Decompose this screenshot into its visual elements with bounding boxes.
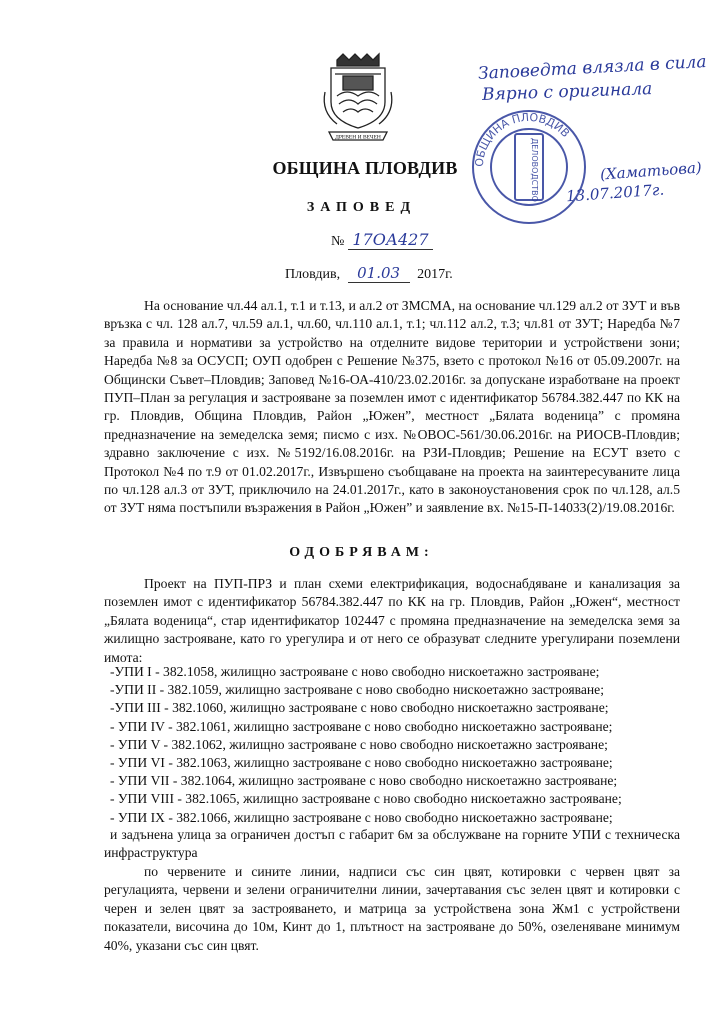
city-prefix: Пловдив,: [285, 267, 341, 282]
emblem-motto: ДРЕВЕН И ВЕЧЕН: [335, 134, 381, 141]
order-year: 2017г.: [417, 267, 453, 282]
list-item: -УПИ III - 382.1060, жилищно застрояване с ново свободно нискоетажно застрояване;: [110, 700, 609, 716]
stamp-center-text: ДЕЛОВОДСТВО: [530, 138, 539, 202]
approve-heading: ОДОБРЯВАМ:: [289, 545, 434, 560]
plots-list: [104, 663, 680, 827]
annotation-signature: (Хаматьова): [599, 158, 703, 184]
list-item: -УПИ I - 382.1058, жилищно застрояване с ново свободно нискоетажно застрояване;: [110, 664, 600, 679]
legal-basis-paragraph: На основание чл.44 ал.1, т.1 и т.13, и ал.2 от ЗМСМА, на основание чл.129 ал.2 от ЗУТ и във връзка с чл. 128 ал.7, чл.59 ал.1, чл.60, чл.110 ал.1, т.1; чл.112 ал.2, т.3; чл.81 от ЗУТ; Наредба №7 за правила и нормативи за устройство на отделните видове територии и устройствени зони; Наредба №8 за ОСУСП; ОУП одобрен с Решение №375, взето с протокол №16 от 05.09.2007г. на Общински Съвет–Пловдив; Заповед №16-ОА-410/23.02.2016г. за допускане изработване на проект ПУП–План за регулация и застрояване за поземлен имот с идентификатор 56784.382.447 по КК на гр. Пловдив, Община Пловдив, Район „Южен”, местност „Бялата воденица” с промяна предназначение на земеделска земя; писмо с изх. №ОВОС-561/30.06.2016г. на РИОСВ-Пловдив; здравно заключение с изх. №5192/16.08.2016г. на РЗИ-Пловдив; Решение на ЕСУТ взето с Протокол №4 по т.9 от 01.02.2017г., Извършено съобщаване на проекта на заинтересуваните лица по чл.128 ал.3 от ЗУТ, приключило на 24.01.2017г., като в законоустановения срок по чл.128, ал.5 от ЗУТ няма постъпили възражения в Район „Южен” и заявление вх. №15-П-14033(2)/19.08.2016г.: [104, 298, 680, 516]
list-item: - УПИ VI - 382.1063, жилищно застрояване с ново свободно нискоетажно застрояване;: [110, 755, 613, 771]
stamp-ring-text: ОБЩИНА ПЛОВДИВ: [472, 110, 573, 168]
municipality-name: ОБЩИНА ПЛОВДИВ: [272, 158, 458, 178]
annotation-line-1: Заповедта влязла в сила: [477, 52, 708, 84]
list-item: - УПИ VII - 382.1064, жилищно застрояване с ново свободно нискоетажно застрояване;: [110, 773, 618, 789]
lines-description-paragraph: по червените и сините линии, надписи със син цвят, котировки с червен цвят за регулацията, червени и зелени ограничителни линии, зачертавания със зелен цвят и котировки с черен и зелен цвят за застрояването, и матрица за устройствена зона Жм1 с устройствени показатели, височина до 10м, Кинт до 1, плътност на застрояване до 50%, озеленяване минимум 40%, указани със син цвят.: [104, 864, 680, 953]
annotation-line-2: Вярно с оригинала: [481, 79, 653, 105]
list-item: - УПИ IV - 382.1061, жилищно застрояване с ново свободно нискоетажно застрояване;: [110, 718, 613, 734]
street-paragraph: и задънена улица за ограничен достъп с габарит 6м за обслужване на горните УПИ с техническа инфраструктура: [104, 827, 680, 861]
list-item: -УПИ II - 382.1059, жилищно застрояване с ново свободно нискоетажно застрояване;: [110, 682, 604, 698]
order-date-line: [285, 264, 453, 283]
project-paragraph: Проект на ПУП-ПРЗ и план схеми електрификация, водоснабдяване и канализация за поземлен имот с идентификатор 56784.382.447 по КК на гр. Пловдив, Район „Южен“, местност „Бялата воденица“, стар идентификатор 102447 с промяна предназначение на земеделска земя за жилищно застрояване, като го урегулира и от него се образуват следните урегулирани поземлени имота:: [104, 576, 680, 665]
order-title: ЗАПОВЕД: [306, 200, 417, 215]
number-sign: №: [331, 234, 345, 249]
coat-of-arms-icon: [317, 52, 399, 144]
list-item: - УПИ V - 382.1062, жилищно застрояване с ново свободно нискоетажно застрояване;: [110, 736, 608, 752]
order-number: 17ОА427: [348, 230, 432, 250]
order-number-line: [331, 230, 433, 250]
list-item: - УПИ VIII - 382.1065, жилищно застрояване с ново свободно нискоетажно застрояване;: [110, 791, 622, 807]
annotation-date: 13.07.2017г.: [565, 180, 665, 206]
list-item: - УПИ IX - 382.1066, жилищно застрояване с ново свободно нискоетажно застрояване;: [110, 809, 613, 825]
order-date: 01.03: [348, 264, 410, 283]
